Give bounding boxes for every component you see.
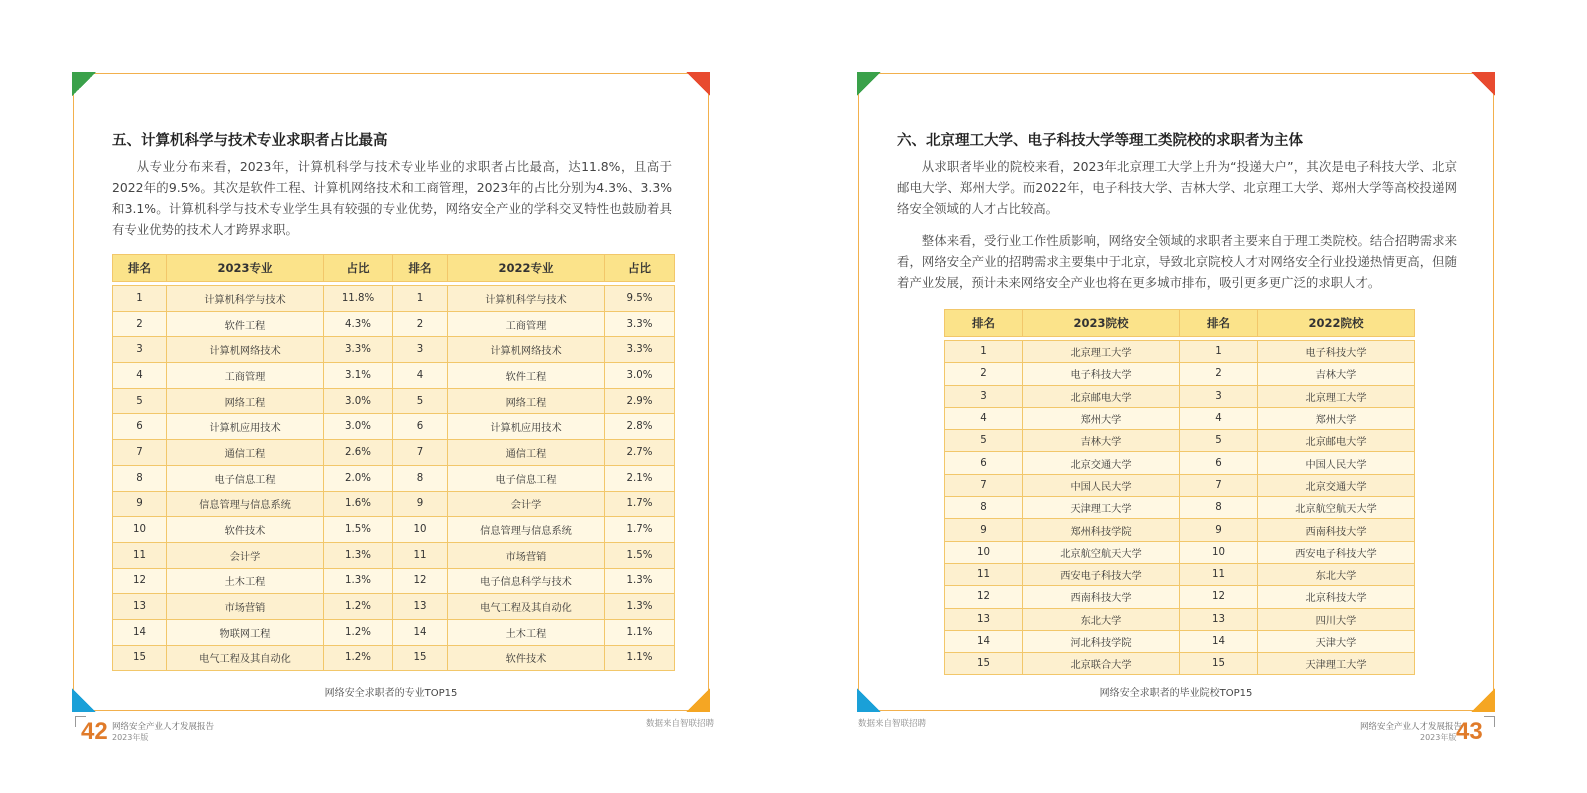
table-cell: 软件技术 — [448, 645, 605, 671]
page-number: 42 — [81, 718, 108, 745]
table-cell: 东北大学 — [1023, 608, 1180, 630]
table-cell: 河北科技学院 — [1023, 630, 1180, 652]
table-cell: 3.1% — [324, 363, 393, 389]
table-cell: 北京邮电大学 — [1023, 385, 1180, 407]
table-row — [113, 542, 675, 568]
table-cell: 12 — [113, 568, 167, 594]
table-cell: 6 — [393, 414, 448, 440]
table-caption: 网络安全求职者的专业TOP15 — [324, 688, 458, 699]
table-cell: 北京科技大学 — [1258, 586, 1415, 608]
table-cell: 12 — [393, 568, 448, 594]
table-cell: 9 — [1180, 519, 1258, 541]
table-cell: 北京理工大学 — [1258, 385, 1415, 407]
table-header-row — [113, 255, 675, 282]
table-cell: 郑州大学 — [1258, 407, 1415, 429]
col-header: 占比 — [324, 255, 393, 282]
table-cell: 中国人民大学 — [1023, 474, 1180, 496]
table-cell: 12 — [945, 586, 1023, 608]
table-cell: 工商管理 — [167, 363, 324, 389]
table-row — [113, 337, 675, 363]
table-cell: 10 — [113, 517, 167, 543]
table-cell: 软件技术 — [167, 517, 324, 543]
table-cell: 5 — [393, 388, 448, 414]
table-cell: 10 — [393, 517, 448, 543]
table-cell: 3 — [945, 385, 1023, 407]
table-cell: 电子信息工程 — [448, 465, 605, 491]
footer-report-title: 网络安全产业人才发展报告 — [112, 722, 215, 732]
table-row — [113, 594, 675, 620]
table-cell: 4.3% — [324, 311, 393, 337]
footer-tick — [1484, 716, 1495, 727]
table-row — [113, 645, 675, 671]
table-cell: 2 — [113, 311, 167, 337]
table-cell: 电子信息科学与技术 — [448, 568, 605, 594]
table-row — [945, 519, 1415, 541]
table-cell: 吉林大学 — [1023, 430, 1180, 452]
table-cell: 3 — [113, 337, 167, 363]
table-cell: 13 — [393, 594, 448, 620]
table-cell: 1.2% — [324, 619, 393, 645]
schools-table — [944, 309, 1415, 675]
table-cell: 8 — [1180, 497, 1258, 519]
table-cell: 3 — [1180, 385, 1258, 407]
table-row — [113, 619, 675, 645]
table-cell: 1.1% — [605, 645, 675, 671]
table-cell: 14 — [1180, 630, 1258, 652]
table-cell: 天津理工大学 — [1023, 497, 1180, 519]
table-row — [113, 311, 675, 337]
table-row — [113, 414, 675, 440]
table-cell: 1.7% — [605, 517, 675, 543]
table-cell: 计算机科学与技术 — [167, 286, 324, 312]
table-cell: 1.6% — [324, 491, 393, 517]
table-cell: 市场营销 — [167, 594, 324, 620]
table-caption: 网络安全求职者的毕业院校TOP15 — [1099, 688, 1253, 699]
table-cell: 6 — [945, 452, 1023, 474]
table-cell: 6 — [113, 414, 167, 440]
table-cell: 1 — [1180, 341, 1258, 363]
table-cell: 电子科技大学 — [1258, 341, 1415, 363]
table-cell: 信息管理与信息系统 — [448, 517, 605, 543]
table-row — [945, 407, 1415, 429]
table-cell: 7 — [1180, 474, 1258, 496]
corner-decoration — [857, 72, 881, 96]
table-cell: 5 — [1180, 430, 1258, 452]
table-cell: 8 — [113, 465, 167, 491]
table-cell: 13 — [113, 594, 167, 620]
table-cell: 13 — [945, 608, 1023, 630]
section-paragraph: 从求职者毕业的院校来看，2023年北京理工大学上升为“投递大户”，其次是电子科技大学、北京邮电大学、郑州大学。而2022年，电子科技大学、吉林大学、北京理工大学、郑州大学等高校投递网络安全领域的人才占比较高。 — [897, 159, 1457, 216]
table-cell: 1.5% — [324, 517, 393, 543]
table-cell: 会计学 — [167, 542, 324, 568]
table-row — [945, 563, 1415, 585]
table-cell: 2 — [1180, 363, 1258, 385]
table-cell: 3.3% — [324, 337, 393, 363]
col-header: 2023专业 — [167, 255, 324, 282]
col-header: 2022专业 — [448, 255, 605, 282]
table-cell: 3.0% — [324, 414, 393, 440]
table-cell: 2.1% — [605, 465, 675, 491]
table-cell: 2.9% — [605, 388, 675, 414]
table-cell: 土木工程 — [167, 568, 324, 594]
table-row — [945, 341, 1415, 363]
table-cell: 4 — [1180, 407, 1258, 429]
table-cell: 1 — [393, 286, 448, 312]
table-cell: 北京联合大学 — [1023, 653, 1180, 675]
table-cell: 通信工程 — [167, 440, 324, 466]
table-cell: 1.3% — [324, 542, 393, 568]
table-cell: 西南科技大学 — [1023, 586, 1180, 608]
corner-decoration — [72, 72, 96, 96]
table-cell: 1.1% — [605, 619, 675, 645]
table-row — [113, 491, 675, 517]
table-cell: 通信工程 — [448, 440, 605, 466]
table-cell: 郑州科技学院 — [1023, 519, 1180, 541]
table-cell: 电气工程及其自动化 — [167, 645, 324, 671]
table-cell: 2.0% — [324, 465, 393, 491]
table-row — [113, 363, 675, 389]
table-cell: 11 — [393, 542, 448, 568]
table-cell: 计算机网络技术 — [167, 337, 324, 363]
table-cell: 网络工程 — [167, 388, 324, 414]
table-cell: 1.2% — [324, 594, 393, 620]
table-cell: 4 — [945, 407, 1023, 429]
table-cell: 中国人民大学 — [1258, 452, 1415, 474]
table-row — [113, 440, 675, 466]
table-cell: 3 — [393, 337, 448, 363]
table-cell: 北京理工大学 — [1023, 341, 1180, 363]
table-cell: 2.6% — [324, 440, 393, 466]
table-cell: 四川大学 — [1258, 608, 1415, 630]
footer-report-title: 网络安全产业人才发展报告 — [1360, 722, 1463, 732]
table-row — [113, 465, 675, 491]
table-cell: 9.5% — [605, 286, 675, 312]
table-cell: 北京交通大学 — [1258, 474, 1415, 496]
table-cell: 网络工程 — [448, 388, 605, 414]
table-cell: 5 — [113, 388, 167, 414]
table-row — [113, 388, 675, 414]
table-cell: 1.5% — [605, 542, 675, 568]
table-cell: 6 — [1180, 452, 1258, 474]
table-cell: 电子科技大学 — [1023, 363, 1180, 385]
table-row — [945, 430, 1415, 452]
table-cell: 15 — [945, 653, 1023, 675]
table-row — [945, 608, 1415, 630]
table-cell: 天津大学 — [1258, 630, 1415, 652]
table-cell: 8 — [393, 465, 448, 491]
section-paragraph: 整体来看，受行业工作性质影响，网络安全领域的求职者主要来自于理工类院校。结合招聘需求来看，网络安全产业的招聘需求主要集中于北京，导致北京院校人才对网络安全行业投递热情更高，但随着产业发展，预计未来网络安全产业也将在更多城市排布，吸引更多更广泛的求职人才。 — [897, 233, 1457, 290]
table-cell: 北京交通大学 — [1023, 452, 1180, 474]
majors-table — [112, 254, 675, 671]
table-cell: 1.2% — [324, 645, 393, 671]
section-paragraph: 从专业分布来看，2023年，计算机科学与技术专业毕业的求职者占比最高，达11.8%，且高于2022年的9.5%。其次是软件工程、计算机网络技术和工商管理，2023年的占比分别为4.3%、3.3%和3.1%。计算机科学与技术专业学生具有较强的专业优势，网络安全产业的学科交叉特性也鼓励着具有专业优势的技术人才跨界求职。 — [112, 159, 672, 237]
table-cell: 西安电子科技大学 — [1258, 541, 1415, 563]
table-cell: 吉林大学 — [1258, 363, 1415, 385]
left-page — [0, 0, 793, 793]
section-heading: 六、北京理工大学、电子科技大学等理工类院校的求职者为主体 — [897, 133, 1303, 149]
data-source-note: 数据来自智联招聘 — [858, 719, 927, 729]
table-cell: 软件工程 — [167, 311, 324, 337]
table-cell: 1.3% — [605, 594, 675, 620]
table-row — [945, 653, 1415, 675]
table-cell: 1 — [945, 341, 1023, 363]
col-header: 排名 — [1180, 310, 1258, 337]
table-cell: 15 — [113, 645, 167, 671]
table-cell: 10 — [945, 541, 1023, 563]
table-cell: 9 — [393, 491, 448, 517]
table-cell: 东北大学 — [1258, 563, 1415, 585]
footer-year: 2023年版 — [1420, 733, 1457, 742]
table-row — [113, 568, 675, 594]
table-cell: 3.0% — [324, 388, 393, 414]
table-cell: 4 — [393, 363, 448, 389]
table-cell: 7 — [945, 474, 1023, 496]
col-header: 排名 — [945, 310, 1023, 337]
col-header: 排名 — [393, 255, 448, 282]
section-heading: 五、计算机科学与技术专业求职者占比最高 — [112, 133, 388, 149]
table-cell: 计算机网络技术 — [448, 337, 605, 363]
table-cell: 14 — [945, 630, 1023, 652]
table-cell: 北京航空航天大学 — [1258, 497, 1415, 519]
table-cell: 7 — [113, 440, 167, 466]
data-source-note: 数据来自智联招聘 — [646, 719, 715, 729]
table-cell: 4 — [113, 363, 167, 389]
table-cell: 9 — [945, 519, 1023, 541]
table-cell: 9 — [113, 491, 167, 517]
table-cell: 2.7% — [605, 440, 675, 466]
table-cell: 12 — [1180, 586, 1258, 608]
table-cell: 2 — [945, 363, 1023, 385]
table-cell: 1.3% — [605, 568, 675, 594]
right-page — [794, 0, 1587, 793]
footer-year: 2023年版 — [112, 733, 149, 742]
table-cell: 工商管理 — [448, 311, 605, 337]
table-cell: 14 — [393, 619, 448, 645]
table-row — [945, 630, 1415, 652]
table-cell: 信息管理与信息系统 — [167, 491, 324, 517]
table-cell: 11 — [1180, 563, 1258, 585]
table-cell: 市场营销 — [448, 542, 605, 568]
table-cell: 电子信息工程 — [167, 465, 324, 491]
page-number: 43 — [1456, 718, 1483, 745]
corner-decoration — [686, 72, 710, 96]
table-row — [945, 452, 1415, 474]
col-header: 2022院校 — [1258, 310, 1415, 337]
table-header-row — [945, 310, 1415, 337]
table-cell: 土木工程 — [448, 619, 605, 645]
col-header: 2023院校 — [1023, 310, 1180, 337]
table-cell: 11.8% — [324, 286, 393, 312]
table-cell: 15 — [1180, 653, 1258, 675]
table-row — [945, 541, 1415, 563]
table-cell: 北京邮电大学 — [1258, 430, 1415, 452]
table-cell: 2 — [393, 311, 448, 337]
table-cell: 11 — [945, 563, 1023, 585]
table-cell: 西南科技大学 — [1258, 519, 1415, 541]
table-cell: 5 — [945, 430, 1023, 452]
table-cell: 14 — [113, 619, 167, 645]
table-cell: 11 — [113, 542, 167, 568]
table-cell: 1 — [113, 286, 167, 312]
table-cell: 10 — [1180, 541, 1258, 563]
right-frame — [858, 73, 1494, 711]
table-row — [945, 385, 1415, 407]
col-header: 占比 — [605, 255, 675, 282]
table-cell: 西安电子科技大学 — [1023, 563, 1180, 585]
table-cell: 计算机应用技术 — [448, 414, 605, 440]
table-cell: 计算机应用技术 — [167, 414, 324, 440]
table-row — [945, 474, 1415, 496]
table-cell: 会计学 — [448, 491, 605, 517]
table-cell: 天津理工大学 — [1258, 653, 1415, 675]
table-row — [945, 363, 1415, 385]
table-cell: 8 — [945, 497, 1023, 519]
table-row — [113, 517, 675, 543]
table-row — [945, 497, 1415, 519]
table-cell: 北京航空航天大学 — [1023, 541, 1180, 563]
table-cell: 郑州大学 — [1023, 407, 1180, 429]
left-frame — [73, 73, 709, 711]
table-cell: 13 — [1180, 608, 1258, 630]
table-cell: 1.7% — [605, 491, 675, 517]
table-row — [113, 286, 675, 312]
table-cell: 1.3% — [324, 568, 393, 594]
table-row — [945, 586, 1415, 608]
table-cell: 计算机科学与技术 — [448, 286, 605, 312]
table-cell: 7 — [393, 440, 448, 466]
table-cell: 电气工程及其自动化 — [448, 594, 605, 620]
col-header: 排名 — [113, 255, 167, 282]
table-cell: 3.3% — [605, 311, 675, 337]
table-cell: 物联网工程 — [167, 619, 324, 645]
table-cell: 3.3% — [605, 337, 675, 363]
table-cell: 软件工程 — [448, 363, 605, 389]
table-cell: 15 — [393, 645, 448, 671]
table-cell: 3.0% — [605, 363, 675, 389]
corner-decoration — [1471, 72, 1495, 96]
table-cell: 2.8% — [605, 414, 675, 440]
